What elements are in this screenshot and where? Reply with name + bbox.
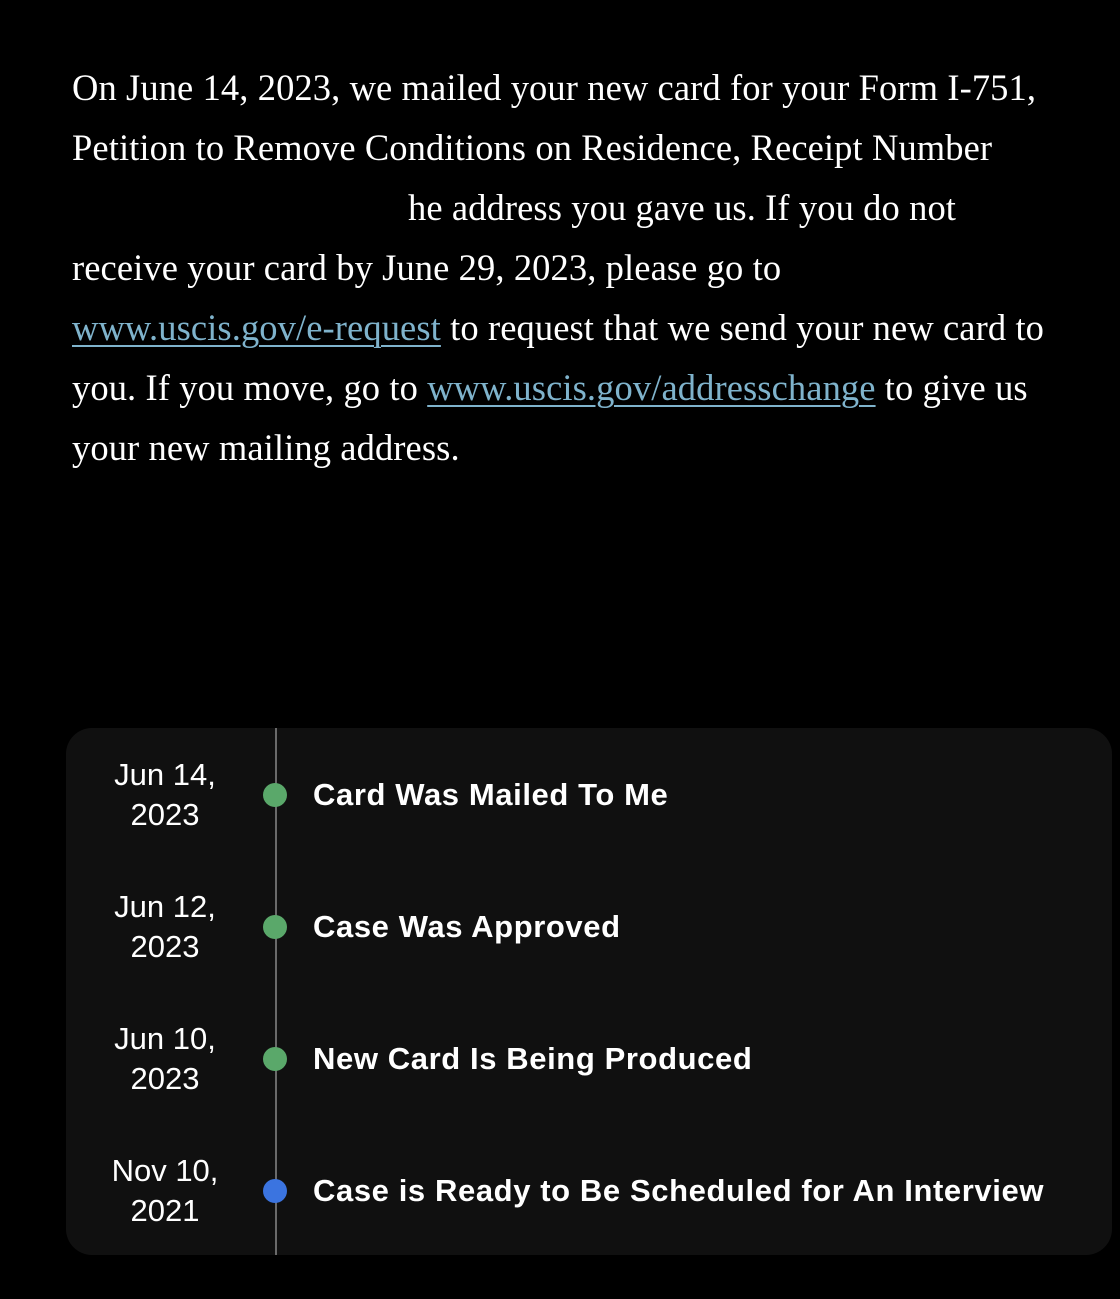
- status-dot-icon: [263, 1179, 287, 1203]
- e-request-link[interactable]: www.uscis.gov/e-request: [72, 307, 441, 348]
- event-date: Jun 12, 2023: [114, 889, 216, 964]
- message-line-6-prefix: you. If you move, go to: [72, 367, 428, 408]
- event-title: Case Was Approved: [313, 909, 621, 944]
- message-line-1: On June 14, 2023, we mailed your new card for your Form I-751,: [72, 67, 1037, 108]
- event-title: Case is Ready to Be Scheduled for An Interview: [313, 1173, 1045, 1208]
- status-dot-icon: [263, 915, 287, 939]
- timeline-event-card-produced: [66, 1019, 1112, 1099]
- event-date: Jun 14, 2023: [114, 757, 216, 832]
- timeline-event-card-mailed: [66, 755, 1112, 835]
- timeline-event-ready-for-interview: [66, 1151, 1112, 1231]
- event-title: New Card Is Being Produced: [313, 1041, 753, 1076]
- event-title: Card Was Mailed To Me: [313, 777, 669, 812]
- status-dot-icon: [263, 783, 287, 807]
- message-line-7: your new mailing address.: [72, 427, 460, 468]
- redacted-receipt-number: [72, 188, 408, 225]
- status-dot-icon: [263, 1047, 287, 1071]
- address-change-link[interactable]: www.uscis.gov/addresschange: [427, 367, 876, 408]
- message-line-3: he address you gave us. If you do not: [408, 187, 957, 228]
- message-line-4: receive your card by June 29, 2023, please go to: [72, 247, 782, 288]
- event-date: Jun 10, 2023: [114, 1021, 216, 1096]
- event-date: Nov 10, 2021: [111, 1153, 219, 1228]
- message-line-5-rest: to request that we send your new card to: [440, 307, 1045, 348]
- timeline-event-case-approved: [66, 887, 1112, 967]
- message-line-2: Petition to Remove Conditions on Residence, Receipt Number: [72, 127, 993, 168]
- message-line-6-rest: to give us: [875, 367, 1028, 408]
- case-status-message: [72, 58, 1112, 478]
